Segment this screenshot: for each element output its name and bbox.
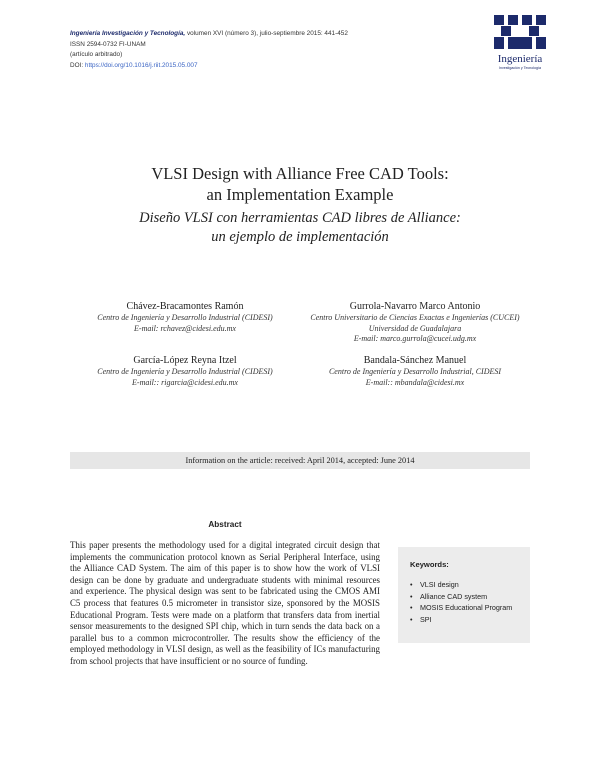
logo-grid-icon	[490, 13, 550, 53]
keyword-item: • MOSIS Educational Program	[410, 602, 512, 614]
title-spanish	[60, 209, 540, 247]
author-email: E-mail: rchavez@cidesi.edu.mx	[134, 323, 236, 333]
author-affiliation-secondary: Universidad de Guadalajara	[368, 323, 462, 333]
author-name: Bandala-Sánchez Manuel	[363, 355, 467, 366]
journal-citation	[70, 29, 490, 40]
author-email: E-mail:: mbandala@cidesi.mx	[365, 377, 465, 387]
author-email: E-mail: marco.gurrola@cucei.udg.mx	[353, 334, 477, 343]
author-name: Gurrola-Navarro Marco Antonio	[349, 301, 481, 312]
author-name: Chávez-Bracamontes Ramón	[126, 301, 244, 312]
author-affiliation: Centro de Ingeniería y Desarrollo Industrial (CIDESI)	[97, 367, 273, 376]
author-email: E-mail:: rigarcia@cidesi.edu.mx	[132, 377, 238, 387]
keywords-box	[398, 547, 530, 643]
abstract-text: This paper presents the methodology used for a digital integrated circuit design that implements the communication protocol known as Serial Peripheral Interface, using the Alliance CAD System. The aim of this paper is to show how the work of VLSI design can be done by graduate and undergraduate students with minimal resources and experience. The physical design was sent to be fabricated using the CMOS AMI C5 process that features 0.5 micrometer in transistor size, sponsored by the MOSIS Educational Program. Tests were made on a platform that transfers data from inertial sensor measurements to the designed SPI chip, which in turn sends the data back on a parallel bus to a common microcontroller. The results show the efficiency of the employed methodology in VLSI design, as well as the feasibility of ICs manufacturing from school projects that have insufficient or no source of funding.	[70, 540, 380, 666]
title-en-line2: an Implementation Example	[206, 185, 394, 204]
author-block-3	[60, 354, 310, 388]
article-type: (artículo arbitrado)	[70, 51, 123, 58]
article-info-bar: Information on the article: received: April 2014, accepted: June 2014	[70, 452, 530, 469]
author-name: García-López Reyna Itzel	[133, 355, 237, 366]
doi-link[interactable]: https://doi.org/10.1016/j.riit.2015.05.007	[83, 61, 198, 69]
journal-name: Ingeniería Investigación y Tecnología,	[70, 30, 186, 37]
author-block-4	[290, 354, 540, 388]
title-en-line1: VLSI Design with Alliance Free CAD Tools:	[151, 164, 449, 183]
volume-info: volumen XVI (número 3), julio-septiembre 2015: 441-452	[185, 30, 348, 37]
logo-wordmark: Ingeniería	[497, 53, 543, 65]
journal-logo	[490, 13, 550, 75]
keyword-item: • SPI	[410, 614, 512, 626]
journal-header	[70, 29, 490, 71]
author-block-2	[290, 300, 540, 345]
title-english	[60, 163, 540, 205]
keyword-item: • VLSI design	[410, 579, 512, 591]
author-affiliation: Centro Universitario de Ciencias Exactas e Ingenierías (CUCEI)	[310, 313, 520, 322]
abstract-heading: Abstract	[208, 520, 242, 529]
title-es-line1: Diseño VLSI con herramientas CAD libres de Alliance:	[139, 210, 461, 226]
logo-subtitle: Investigación y Tecnología	[498, 66, 542, 70]
keywords-list	[410, 579, 512, 625]
keywords-heading: Keywords:	[410, 560, 449, 569]
keyword-item: • Alliance CAD system	[410, 591, 512, 603]
author-affiliation: Centro de Ingeniería y Desarrollo Industrial (CIDESI)	[97, 313, 273, 322]
author-block-1	[60, 300, 310, 334]
title-es-line2: un ejemplo de implementación	[211, 229, 389, 245]
doi-label: DOI:	[70, 61, 84, 69]
doi-line	[70, 61, 490, 72]
issn: ISSN 2594-0732 FI-UNAM	[70, 40, 146, 48]
author-affiliation: Centro de Ingeniería y Desarrollo Industrial, CIDESI	[328, 367, 502, 376]
